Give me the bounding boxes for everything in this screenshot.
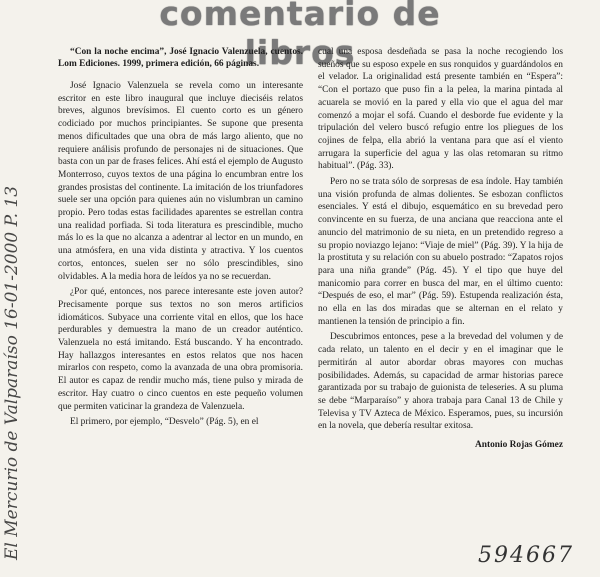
article-column-right [318,46,563,455]
book-citation: “Con la noche encima”, José Ignacio Valenzuela, cuentos. Lom Ediciones. 1999, primera edición, 66 páginas. [58,47,303,69]
paragraph: José Ignacio Valenzuela se revela como un interesante escritor en este libro inaugural que incluye dieciséis relatos breves, algunos brevísimos. El cuento corto es un género codiciado por muchos principiantes. Se supone que presenta menos dificultades que una obra de más largo aliento, que no requiere análisis profundo de personajes ni de situaciones. Que basta con un par de frases felices. Ahí está el ejemplo de Augusto Monterroso, cuyos textos de una página lo encumbran entre los grandes prosistas del continente. La imitación de los triunfadores suele ser una opción para quienes aún no vislumbran un camino propio. Pero todas estas facilidades aparentes se estrellan contra una realidad porfiada. Si toda literatura es prescindible, mucho más lo es la que no alcanza a adentrar al lector en un mundo, en una atmósfera, en una vida distinta y atractiva. Y los cuentos cortos, entonces, suelen ser no sólo prescindibles, sino olvidables. A la media hora de leídos ya no se recuerdan. [58,81,303,282]
article-column-left [58,46,303,432]
section-title: comentario de libros [159,0,441,72]
handwritten-catalog-number: 594667 [478,543,574,568]
paragraph: El primero, por ejemplo, “Desvelo” (Pág. 5), en el [70,417,259,428]
article-author: Antonio Rojas Gómez [474,440,563,451]
paragraph: Pero no se trata sólo de sorpresas de esa índole. Hay también una visión profunda de almas dolientes. Se esbozan conflictos esenciales. Y está el dibujo, esquemático en su brevedad pero convincente en su fuerza, de una anciana que reacciona ante el anuncio del matrimonio de su nieta, en un pretendido regreso a su propio noviazgo lejano: “Viaje de miel” (Pág. 39). Y la hija de la prostituta y su relación con su abuelo postrado: “Zapatos rojos para una niña grande” (Pág. 45). Y el tipo que huye del manicomio para correr en busca del mar, en el último cuento: “Después de eso, el mar” (Pág. 59). Estupenda realización ésta, no ella en las dos miradas que se alternan en el relato y mantienen la tensión de principio a fin. [318,177,563,327]
handwritten-source-note: El Mercurio de Valparaíso 16-01-2000 P. 13 [2,185,22,560]
paragraph: cual una esposa desdeñada se pasa la noche recogiendo los sueños que su esposo expele en sus ronquidos y guardándolos en el velador. La originalidad está presente también en “Espera”: “Con el portazo que puso fin a la pelea, la marina pintada al acuarela se movió en la pared y ella vio que el agua del mar comenzó a mojar el sofá. Cuando el desborde fue evidente y la tripulación del velero buscó refugio entre los pliegues de los cojines de felpa, ella abrió la ventana para que así el viento arrugara la superficie del agua y las olas retomaran su ritmo habitual”. (Pág. 33). [318,47,563,172]
paragraph: Descubrimos entonces, pese a la brevedad del volumen y de cada relato, un talento en el decir y en el imaginar que le permitirán al autor abordar obras mayores con muchas posibilidades. Además, su capacidad de armar historias parece garantizada por su trabajo de guionista de teleseries. A su pluma se debe “Marparaíso” y ahora trabaja para Canal 13 de Chile y Televisa y TV Azteca de México. Esperamos, pues, su incursión en la novela, que debería resultar exitosa. [318,332,563,432]
paragraph: ¿Por qué, entonces, nos parece interesante este joven autor? Precisamente porque sus textos no son meros artificios idiomáticos. Subyace una corriente vital en ellos, que los hace perdurables y demuestra la mano de un creador auténtico. Valenzuela no está imitando. Está buscando. Y ha encontrado. Hay hallazgos interesantes en estos relatos que nos hacen mirarlos con respeto, como la avanzada de una obra promisoria. El autor es capaz de rendir mucho más, tiene pulso y mirada de escritor. Hay cuatro o cinco cuentos en este pequeño volumen que permiten vaticinar la grandeza de Valenzuela. [58,287,303,412]
